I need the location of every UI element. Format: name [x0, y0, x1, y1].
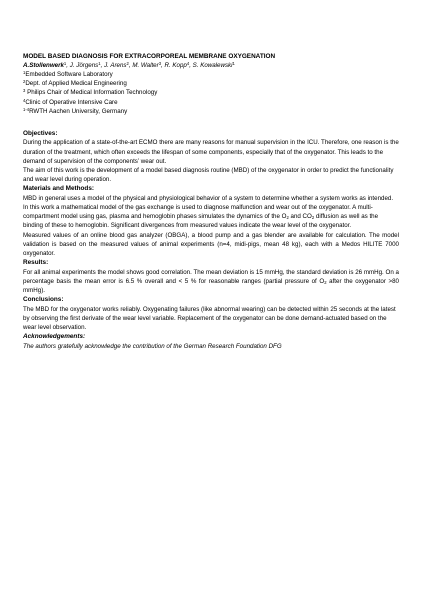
methods-paragraph	[23, 203, 399, 231]
methods-paragraph: MBD in general uses a model of the physical and physiological behavior of a system to determine whether a system works as intended.	[23, 194, 394, 202]
results-heading: Results:	[23, 259, 49, 267]
author-name: M. Walter	[132, 62, 159, 69]
methods-text: In this work a mathematical model of the gas exchange is used to diagnose malfunction and wear out of the oxygenator. A multi- compartment model using gas, plasma and hemoglobin phases simulates the dynamics of the O	[23, 204, 373, 221]
section-spacer	[23, 116, 399, 129]
author-affiliation-mark: 4	[186, 60, 190, 66]
affiliation	[23, 70, 399, 79]
author-name: A.Stollenwerk	[23, 62, 64, 69]
methods-heading: Materials and Methods:	[23, 185, 95, 193]
affiliation-text: Philips Chair of Medical Information Technology	[25, 89, 158, 97]
author-affiliation-mark: 1	[98, 60, 101, 66]
author-name: S. Kowalewski	[192, 62, 233, 69]
acknowledgements-paragraph: The authors gratefully acknowledge the contribution of the German Research Foundation DFG	[23, 342, 282, 350]
acknowledgements-heading: Acknowledgements:	[23, 333, 86, 341]
affiliation-mark: 1-4	[23, 106, 30, 112]
affiliation-text: Dept. of Applied Medical Engineering	[25, 80, 127, 88]
author-name: J. Jörgens	[69, 62, 99, 69]
affiliation-mark: 3	[23, 88, 26, 94]
author-name: J. Arens	[104, 62, 127, 69]
affiliation-mark: 1	[23, 69, 26, 75]
author-line: A.Stollenwerk$^1$, J. Jörgens$^1$, J. Arens$^2$, M. Walter$^3$, R. Kopp$^4$, S. Kowalewski$^1$	[23, 60, 235, 69]
subscript: 2	[324, 279, 327, 285]
objectives-paragraph: During the application of a state-of-the-art ECMO there are many reasons for manual supervision in the ICU. Therefore, one reason is the duration of the treatment, which often exceeds the lifespan of some components, especially that of the oxygenator. This leads to the demand of supervision of the components’ wear out.	[23, 139, 399, 165]
author-affiliation-mark: 3	[158, 60, 162, 66]
results-text: after the oxygenator >80 mmHg).	[23, 277, 399, 295]
affiliation-text: Embedded Software Laboratory	[25, 71, 113, 78]
conclusions-paragraph: The MBD for the oxygenator works reliably. Oxygenating failures (like abnormal wearing) can be detected within 25 seconds at the latest by observing the first derivate of the wear level variable. Replacement of the oxygenator can be done demand-actuated based on the wear level observation.	[23, 305, 396, 332]
author-affiliation-mark: 1	[232, 60, 235, 66]
affiliation-text: RWTH Aachen University, Germany	[29, 107, 128, 115]
paper-title: MODEL BASED DIAGNOSIS FOR EXTRACORPOREAL MEMBRANE OXYGENATION	[23, 53, 276, 60]
affiliation-mark: 4	[23, 97, 26, 103]
methods-paragraph: Measured values of an online blood gas analyzer (OBGA), a blood pump and a gas blender are available for calculation. The model validation is based on the measured values of animal experiments (n=4, midi-pigs, mean 48 kg), each with a Medos HILITE 7000 oxygenator.	[23, 231, 399, 258]
affiliation	[23, 79, 399, 88]
objectives-paragraph: The aim of this work is the development of a model based diagnosis routine (MBD) of the oxygenator in order to predict the functionality and wear level during operation.	[23, 167, 394, 184]
affiliation	[23, 88, 399, 97]
results-text: For all animal experiments the model shows good correlation. The mean deviation is 15 mmHg, the standard deviation is 26 mmHg. On a percentage basis the mean error is 6.5 % overall and < 5 % for reasonable ranges (partial pressure of O	[23, 268, 399, 285]
subscript: 2	[311, 215, 315, 221]
conclusions-heading: Conclusions:	[23, 296, 64, 304]
author-name: R. Kopp	[164, 62, 187, 69]
affiliation	[23, 107, 399, 116]
methods-text: and CO	[288, 213, 312, 221]
author-affiliation-mark: 2	[126, 60, 129, 66]
author-affiliation-mark: 1	[63, 60, 67, 66]
methods-text: diffusion as well as the binding of these to hemoglobin. Significant divergences from measured values indicate the wear level of the oxygenator.	[23, 213, 379, 230]
results-paragraph	[23, 268, 399, 296]
affiliation	[23, 98, 399, 107]
affiliation-text: Clinic of Operative Intensive Care	[25, 98, 118, 106]
subscript: 2	[286, 215, 289, 221]
affiliation-mark: 2	[23, 79, 26, 85]
objectives-heading: Objectives:	[23, 130, 58, 138]
